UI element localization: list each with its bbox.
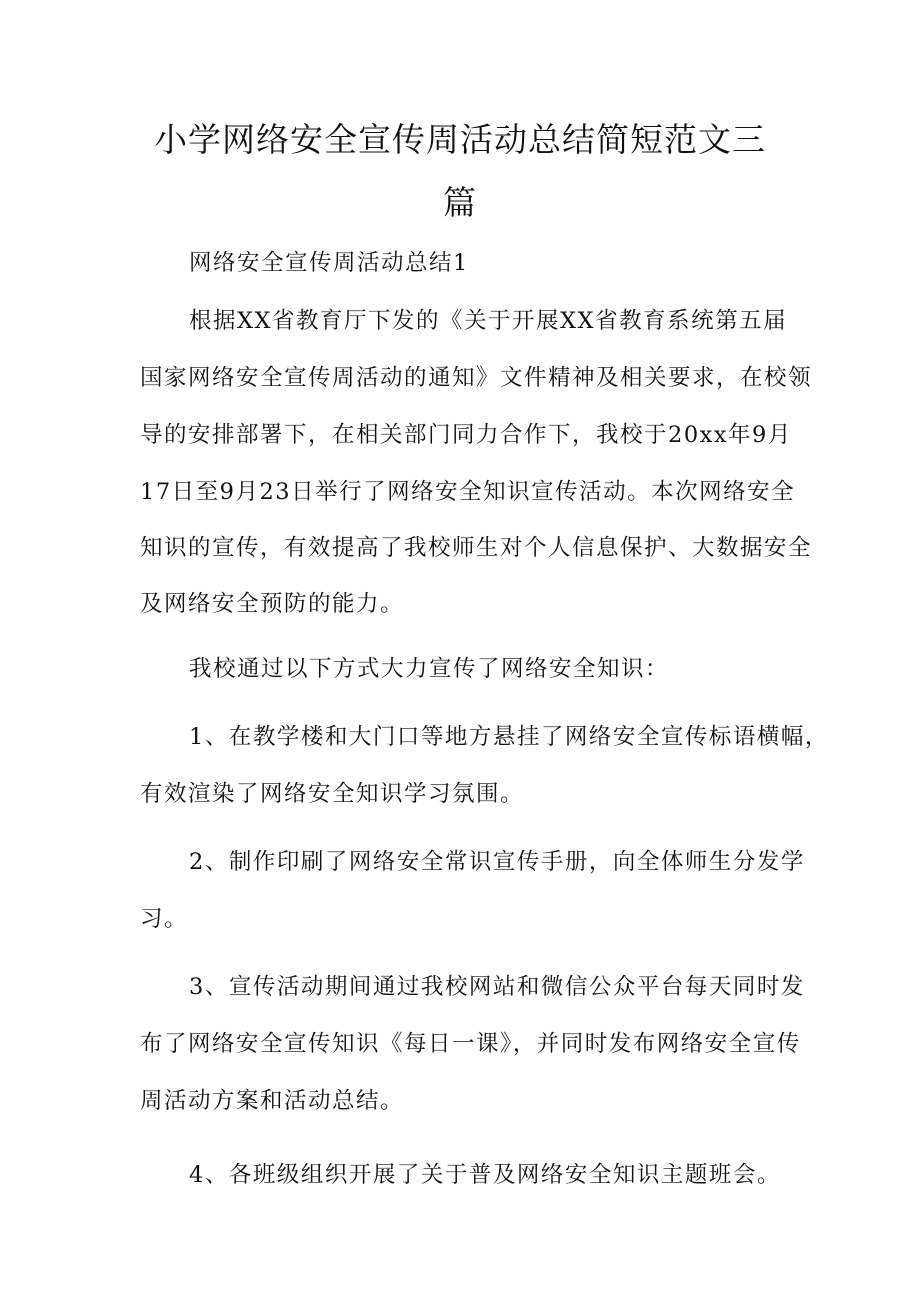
list-item-line: 有效渲染了网络安全知识学习氛围。 — [140, 781, 525, 807]
list-item-line: 周活动方案和活动总结。 — [140, 1088, 405, 1114]
list-item-line: 3、宣传活动期间通过我校网站和微信公众平台每天同时发 — [189, 974, 805, 1000]
list-item-line: 习。 — [140, 906, 189, 932]
paragraph-line: 根据XX省教育厅下发的《关于开展XX省教育系统第五届 — [189, 308, 788, 334]
list-item-line: 1、在教学楼和大门口等地方悬挂了网络安全宣传标语横幅， — [189, 724, 829, 750]
paragraph-line: 17日至9月23日举行了网络安全知识宣传活动。本次网络安全 — [140, 479, 796, 505]
section-subtitle: 网络安全宣传周活动总结1 — [189, 250, 469, 276]
paragraph-line: 导的安排部署下，在相关部门同力合作下，我校于20xx年9月 — [140, 422, 792, 448]
list-item-4: 4、各班级组织开展了关于普及网络安全知识主题班会。 — [189, 1162, 781, 1188]
paragraph-line: 国家网络安全宣传周活动的通知》文件精神及相关要求，在校领 — [140, 365, 813, 391]
paragraph-line: 及网络安全预防的能力。 — [140, 591, 405, 617]
paragraph-line: 知识的宣传，有效提高了我校师生对个人信息保护、大数据安全 — [140, 535, 813, 561]
list-item-line: 2、制作印刷了网络安全常识宣传手册，向全体师生分发学 — [189, 849, 805, 875]
paragraph-methods-intro: 我校通过以下方式大力宣传了网络安全知识： — [189, 656, 670, 682]
document-title-line-1: 小学网络安全宣传周活动总结简短范文三 — [154, 120, 766, 159]
document-title-line-2: 篇 — [443, 183, 477, 222]
list-item-line: 布了网络安全宣传知识《每日一课》，并同时发布网络安全宣传 — [140, 1031, 801, 1057]
